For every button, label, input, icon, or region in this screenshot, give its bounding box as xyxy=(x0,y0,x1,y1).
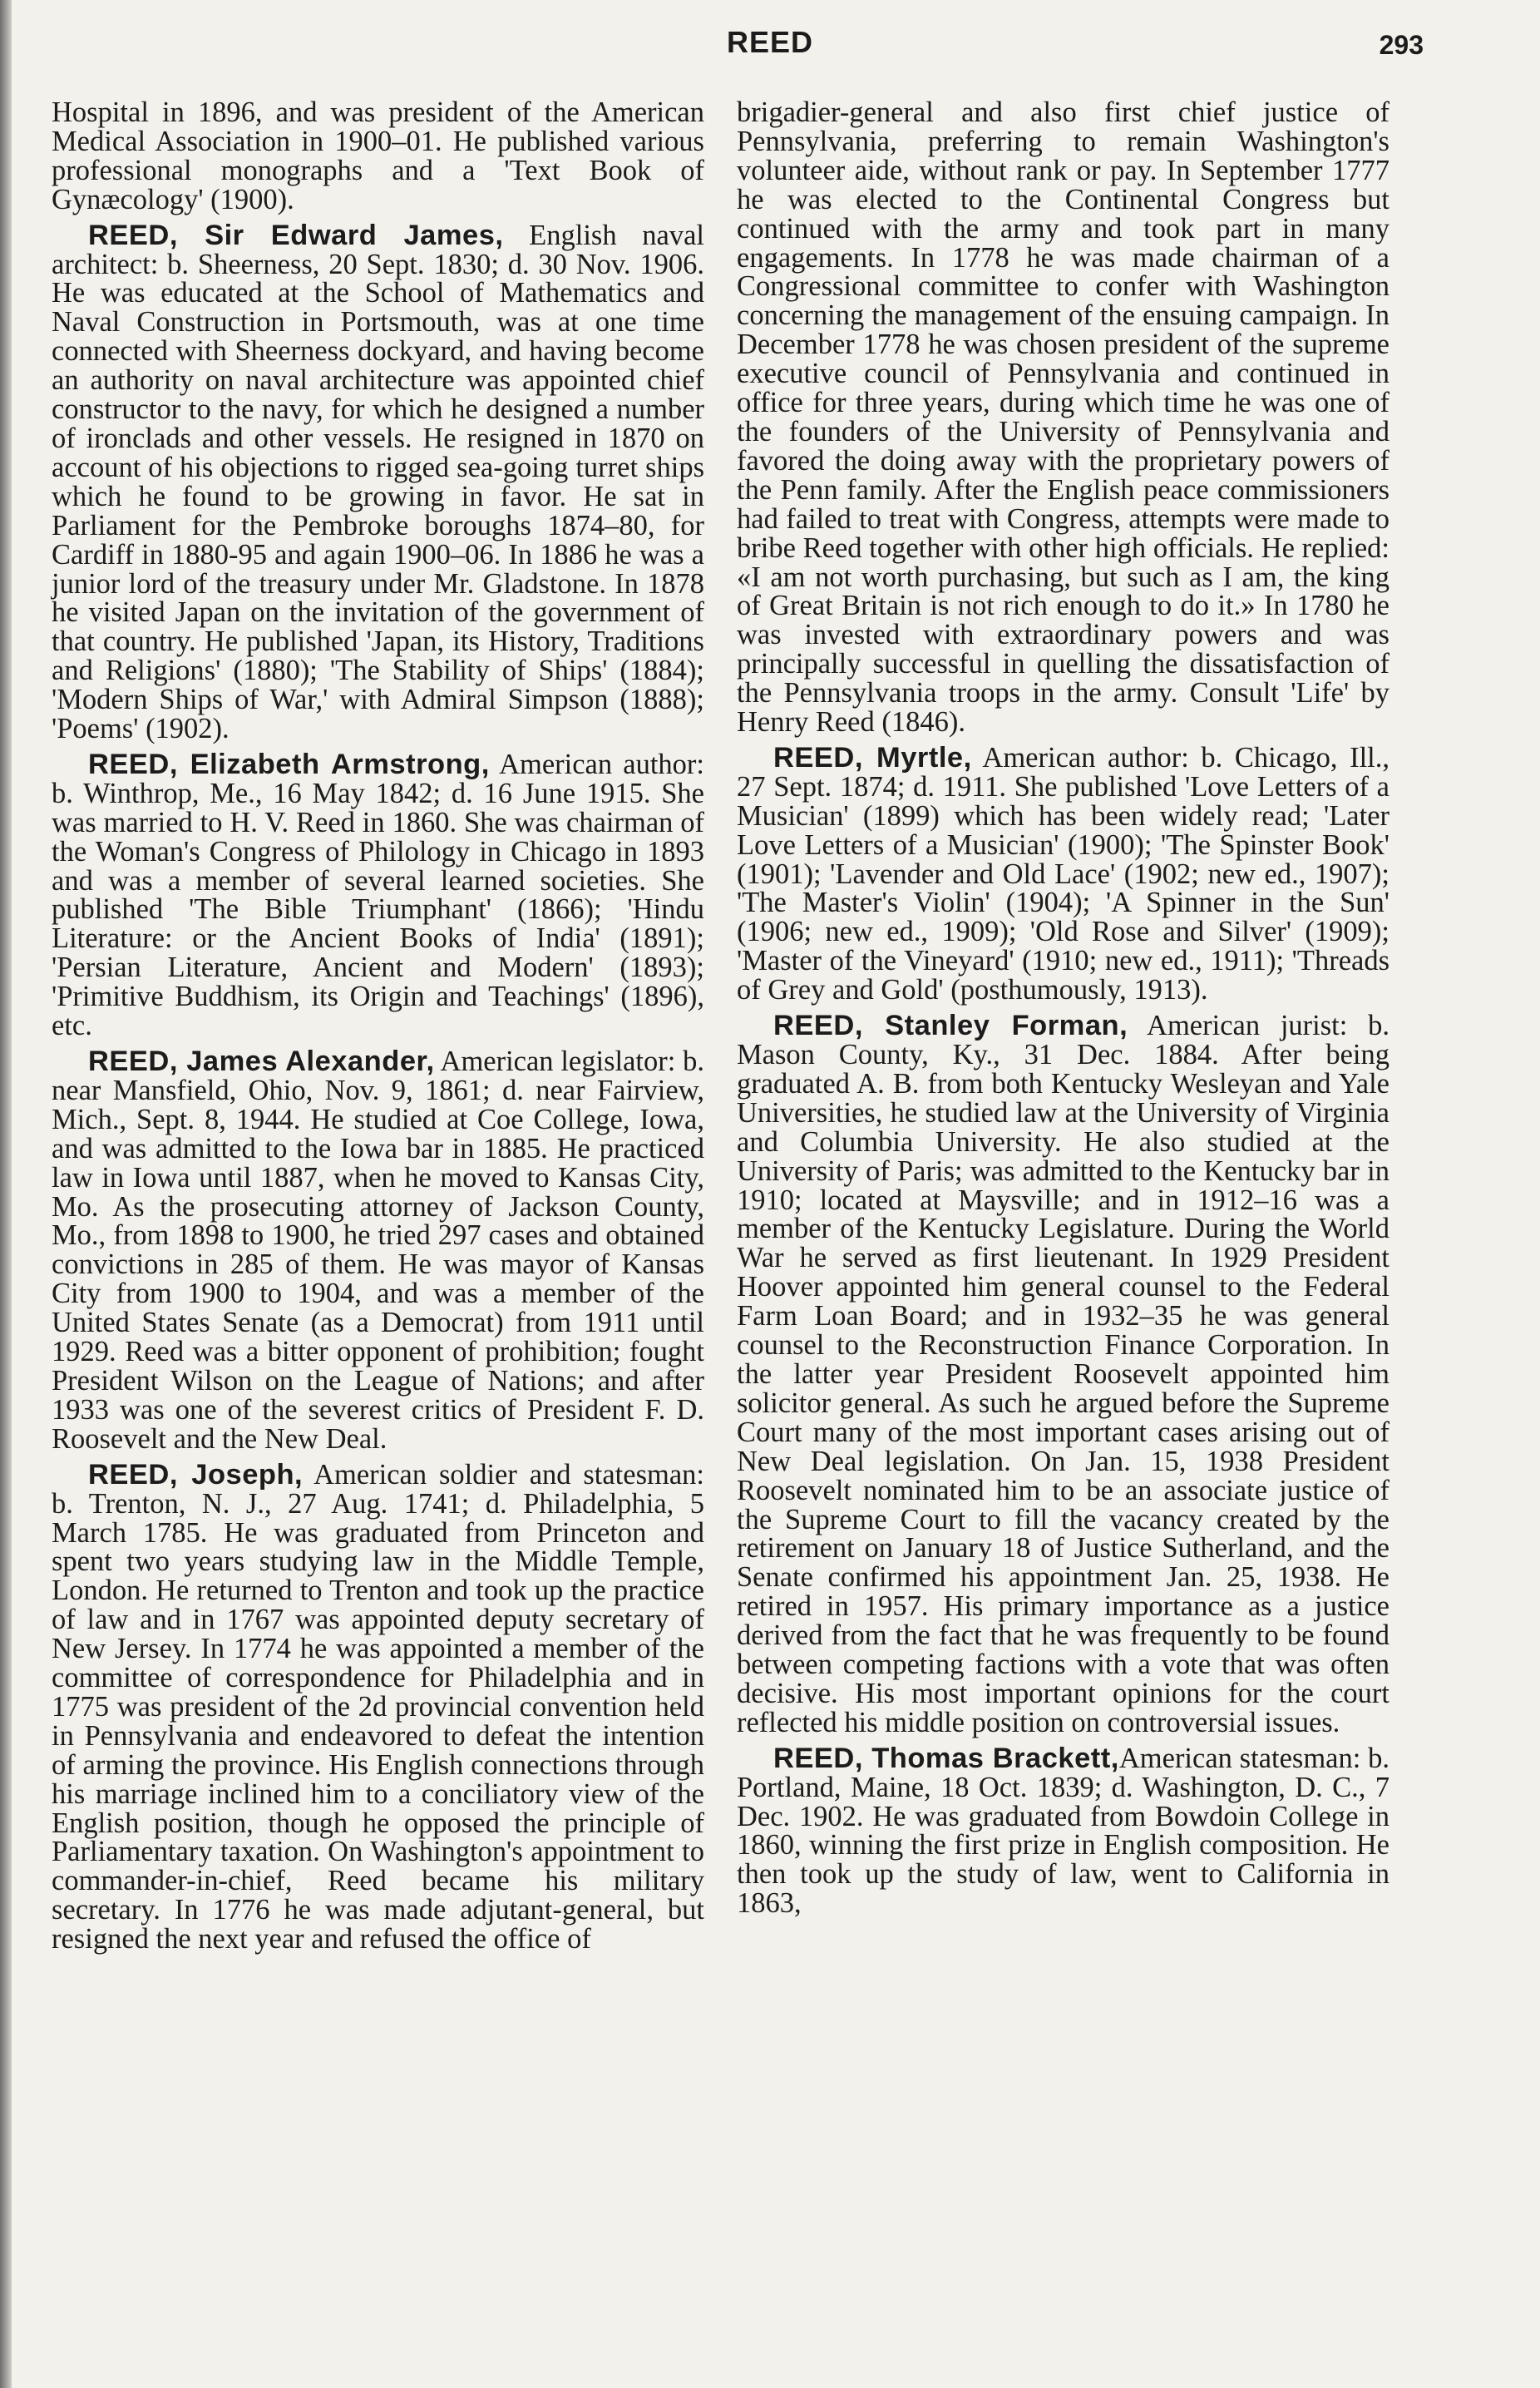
entry-text: Hospital in 1896, and was president of the American Medical Association in 1900–01. He published various professional monographs and a 'Text Book of Gynæcology' (1900). xyxy=(52,96,704,215)
left-column xyxy=(52,98,704,1960)
entry-headword: REED, Thomas Brackett, xyxy=(773,1742,1119,1774)
entry-headword: REED, Joseph, xyxy=(88,1458,304,1491)
entry-text: brigadier-general and also first chief justice of Pennsylvania, preferring to remain Washington's volunteer aide, without rank or pay. In September 1777 he was elected to the Continental Congress but continued with the army and took part in many engagements. In 1778 he was made chairman of a Congressional committee to confer with Washington concerning the management of the ensuing campaign. In December 1778 he was chosen president of the supreme executive council of Pennsylvania and continued in office for three years, during which time he was one of the founders of the University of Pennsylvania and favored the doing away with the proprietary powers of the Penn family. After the English peace commissioners had failed to treat with Congress, attempts were made to bribe Reed together with other high officials. He replied: «I am not worth purchasing, but such as I am, the king of Great Britain is not rich enough to do it.» In 1780 he was invested with extraordinary powers and was principally successful in quelling the dissatisfaction of the Pennsylvania troops in the army. Consult 'Life' by Henry Reed (1846). xyxy=(737,96,1389,739)
entry-headword: REED, Sir Edward James, xyxy=(88,219,504,251)
entry-reed-stanley-forman xyxy=(737,1011,1389,1738)
entry-headword: REED, Stanley Forman, xyxy=(773,1010,1128,1042)
entry-continuation-joseph xyxy=(737,98,1389,737)
entry-reed-james-alexander xyxy=(52,1047,704,1454)
entry-text: American legislator: b. near Mansfield, Ohio, Nov. 9, 1861; d. near Fairview, Mich., Sept. 8, 1944. He studied at Coe College, Iowa, and was admitted to the Iowa bar in 1885. He practiced law in Iowa until 1887, when he moved to Kansas City, Mo. As the prosecuting attorney of Jackson County, Mo., from 1898 to 1900, he tried 297 cases and obtained convictions in 285 of them. He was mayor of Kansas City from 1900 to 1904, and was a member of the United States Senate (as a Democrat) from 1911 until 1929. Reed was a bitter opponent of prohibition; fought President Wilson on the League of Nations; and after 1933 was one of the severest critics of President F. D. Roosevelt and the New Deal. xyxy=(52,1046,704,1455)
entry-text: American author: b. Chicago, Ill., 27 Sept. 1874; d. 1911. She published 'Love Letters of a Musician' (1899) which has been widely read; 'Later Love Letters of a Musician' (1900); 'The Spinster Book' (1901); 'Lavender and Old Lace' (1902; new ed., 1907); 'The Master's Violin' (1904); 'A Spinner in the Sun' (1906; new ed., 1909); 'Old Rose and Silver' (1909); 'Master of the Vineyard' (1910; new ed., 1911); 'Threads of Grey and Gold' (posthumously, 1913). xyxy=(737,741,1389,1006)
page-number: 293 xyxy=(1379,30,1424,60)
entry-text: English naval architect: b. Sheerness, 20 Sept. 1830; d. 30 Nov. 1906. He was educated at the School of Mathematics and Naval Construction in Portsmouth, was at one time connected with Sheerness dockyard, and having become an authority on naval architecture was appointed chief constructor to the navy, for which he designed a number of ironclads and other vessels. He resigned in 1870 on account of his objections to rigged sea-going turret ships which he found to be growing in favor. He sat in Parliament for the Pembroke boroughs 1874–80, for Cardiff in 1880-95 and again 1900–06. In 1886 he was a junior lord of the treasury under Mr. Gladstone. In 1878 he visited Japan on the invitation of the government of that country. He published 'Japan, its History, Traditions and Religions' (1880); 'The Stability of Ships' (1884); 'Modern Ships of War,' with Admiral Simpson (1888); 'Poems' (1902). xyxy=(52,219,704,745)
entry-text: American soldier and statesman: b. Trenton, N. J., 27 Aug. 1741; d. Philadelphia, 5 March 1785. He was graduated from Princeton and spent two years studying law in the Middle Temple, London. He returned to Trenton and took up the practice of law and in 1767 was appointed deputy secretary of New Jersey. In 1774 he was appointed a member of the committee of correspondence for Philadelphia and in 1775 was president of the 2d provincial convention held in Pennsylvania and endeavored to defeat the intention of arming the province. His English connections through his marriage inclined him to a conciliatory view of the English position, though he opposed the principle of Parliamentary taxation. On Washington's appointment to commander-in-chief, Reed became his military secretary. In 1776 he was made adjutant-general, but resigned the next year and refused the office of xyxy=(52,1458,704,1955)
entry-text: American jurist: b. Mason County, Ky., 31 Dec. 1884. After being graduated A. B. from both Kentucky Wesleyan and Yale Universities, he studied law at the University of Virginia and Columbia University. He also studied at the University of Paris; was admitted to the Kentucky bar in 1910; located at Maysville; and in 1912–16 was a member of the Kentucky Legislature. During the World War he served as first lieutenant. In 1929 President Hoover appointed him general counsel to the Federal Farm Loan Board; and in 1932–35 he was general counsel to the Reconstruction Finance Corporation. In the latter year President Roosevelt appointed him solicitor general. As such he argued before the Supreme Court many of the most important cases arising out of New Deal legislation. On Jan. 15, 1938 President Roosevelt nominated him to be an associate justice of the Supreme Court to fill the vacancy created by the retirement on January 18 of Justice Sutherland, and the Senate confirmed his appointment Jan. 25, 1938. He retired in 1957. His primary importance as a justice derived from the fact that he was frequently to be found between competing factions with a vote that was often decisive. His most important opinions for the court reflected his middle position on controversial issues. xyxy=(737,1010,1389,1738)
entry-reed-joseph xyxy=(52,1458,704,1955)
entry-headword: REED, James Alexander, xyxy=(88,1046,435,1077)
entry-headword: REED, Elizabeth Armstrong, xyxy=(88,748,490,780)
entry-text: American author: b. Winthrop, Me., 16 May 1842; d. 16 June 1915. She was married to H. V. Reed in 1860. She was chairman of the Woman's Congress of Philology in Chicago in 1893 and was a member of several learned societies. She published 'The Bible Triumphant' (1866); 'Hindu Literature: or the Ancient Books of India' (1891); 'Persian Literature, Ancient and Modern' (1893); 'Primitive Buddhism, its Origin and Teachings' (1896), etc. xyxy=(52,748,704,1042)
entry-continuation-hospital xyxy=(52,98,704,215)
entry-headword: REED, Myrtle, xyxy=(773,741,972,774)
right-column xyxy=(737,98,1389,1925)
page-edge-shadow xyxy=(0,0,12,2388)
entry-reed-elizabeth-armstrong xyxy=(52,750,704,1041)
running-head-title: REED xyxy=(726,25,814,59)
entry-text: American statesman: b. Portland, Maine, 18 Oct. 1839; d. Washington, D. C., 7 Dec. 1902. He was graduated from Bowdoin College in 1860, winning the first prize in English composition. He then took up the study of law, went to California in 1863, xyxy=(737,1742,1389,1920)
entry-reed-edward-james xyxy=(52,221,704,744)
entry-reed-thomas-brackett xyxy=(737,1744,1389,1918)
entry-reed-myrtle xyxy=(737,741,1389,1006)
running-head xyxy=(0,25,1540,67)
